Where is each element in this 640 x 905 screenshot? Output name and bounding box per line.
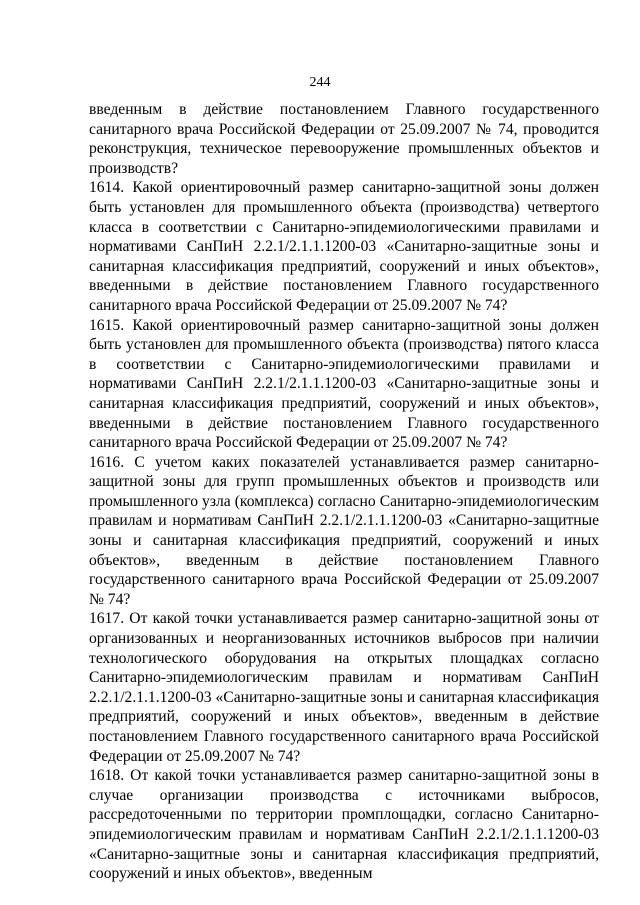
question-1615: 1615. Какой ориентировочный размер санитарно-защитной зоны должен быть установлен для промышленного объекта (производства) пятого класса в соответствии с Санитарно-эпидемиологическими правилами и нормативами СанПиН 2.2.1/2.1.1.1200-03 «Санитарно-защитные зоны и санитарная классификация предприятий, сооружений и иных объектов», введенными в действие постановлением Главного государственного санитарного врача Российской Федерации от 25.09.2007 № 74? bbox=[89, 316, 599, 452]
question-1614: 1614. Какой ориентировочный размер санитарно-защитной зоны должен быть установлен для промышленного объекта (производства) четвертого класса в соответствии с Санитарно-эпидемиологическими правилами и нормативами СанПиН 2.2.1/2.1.1.1200-03 «Санитарно-защитные зоны и санитарная классификация предприятий, сооружений и иных объектов», введенными в действие постановлением Главного государственного санитарного врача Российской Федерации от 25.09.2007 № 74? bbox=[89, 179, 599, 314]
question-1616: 1616. С учетом каких показателей устанавливается размер санитарно-защитной зоны для групп промышленных объектов и производств или промышленного узла (комплекса) согласно Санитарно-эпидемиологическим правилам и нормативам СанПиН 2.2.1/2.1.1.1200-03 «Санитарно-защитные зоны и санитарная классификация предприятий, сооружений и иных объектов», введенным в действие постановлением Главного государственного санитарного врача Российской Федерации от 25.09.2007 № 74? bbox=[89, 453, 599, 608]
question-1617: 1617. От какой точки устанавливается размер санитарно-защитной зоны от организованных и неорганизованных источников выбросов при наличии технологического оборудования на открытых площадках согласно Санитарно-эпидемиологическим правилам и нормативам СанПиН 2.2.1/2.1.1.1200-03 «Санитарно-защитные зоны и санитарная классификация предприятий, сооружений и иных объектов», введенным в действие постановлением Главного государственного санитарного врача Российской Федерации от 25.09.2007 № 74? bbox=[89, 610, 599, 765]
intro-paragraph: введенным в действие постановлением Главного государственного санитарного врача Российской Федерации от 25.09.2007 № 74, проводится реконструкция, техническое перевооружение промышленных объектов и производств? bbox=[89, 101, 599, 177]
question-1618: 1618. От какой точки устанавливается размер санитарно-защитной зоны в случае организации производства с источниками выбросов, рассредоточенными по территории промплощадки, согласно Санитарно-эпидемиологическим правилам и нормативам СанПиН 2.2.1/2.1.1.1200-03 «Санитарно-защитные зоны и санитарная классификация предприятий, сооружений и иных объектов», введенным bbox=[89, 767, 599, 883]
document-body bbox=[89, 100, 599, 884]
page-number: 244 bbox=[309, 75, 331, 90]
